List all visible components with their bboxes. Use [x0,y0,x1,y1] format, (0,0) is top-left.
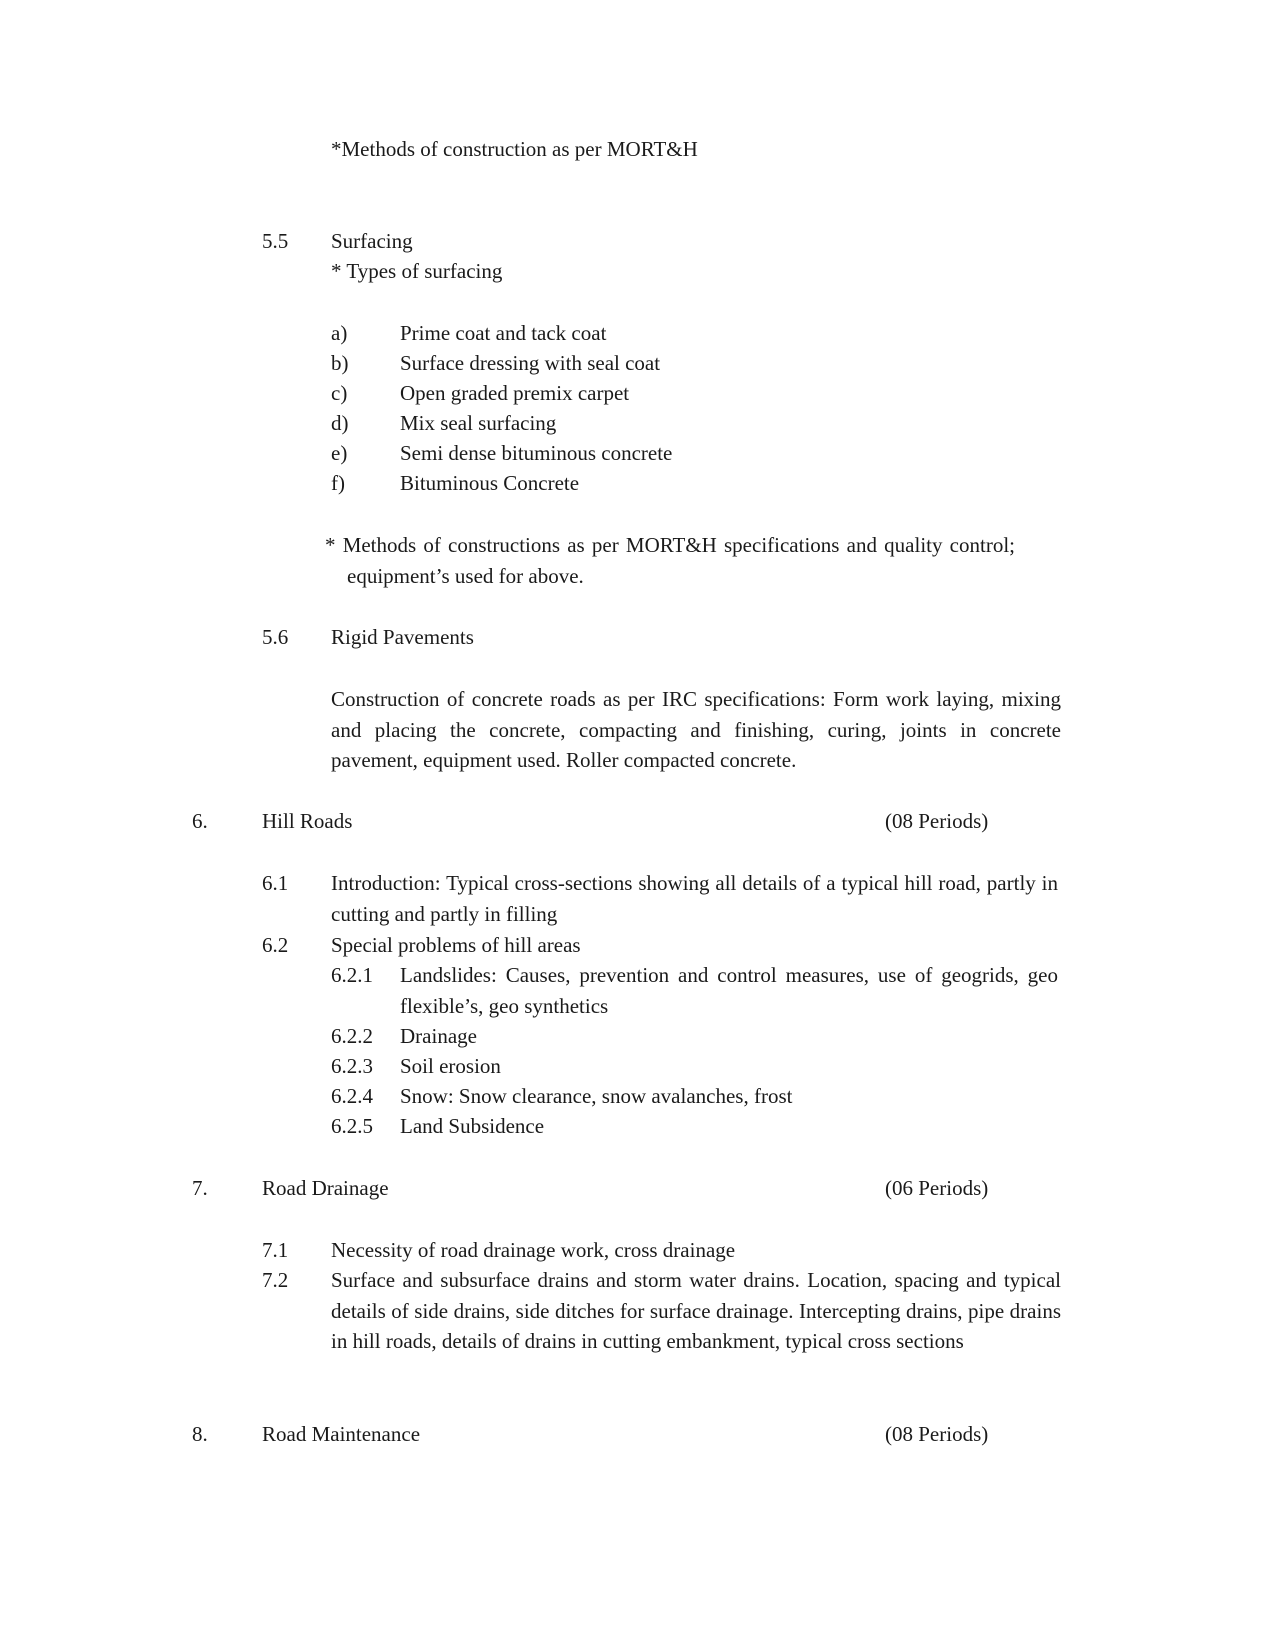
section-8-periods: (08 Periods) [885,1422,989,1446]
section-6-2-2-number: 6.2.2 [331,1024,373,1048]
section-6-2-3-text: Soil erosion [400,1054,501,1078]
section-6-2-4-number: 6.2.4 [331,1084,373,1108]
section-7-1-text: Necessity of road drainage work, cross drainage [331,1238,736,1262]
section-7-2-text: Surface and subsurface drains and storm water drains. Location, spacing and typical details of side drains, side ditches for surface drainage. Intercepting drains, pipe drains in hill roads, details of drains in cutting embankment, typical cross sections [331,1268,1061,1353]
section-6-2-number: 6.2 [262,933,289,957]
list-item-label: a) [331,321,348,345]
list-item-label: b) [331,351,349,375]
list-item: Mix seal surfacing [400,411,557,435]
list-item: Prime coat and tack coat [400,321,607,345]
list-item-label: c) [331,381,348,405]
section-5-5-note: * Methods of constructions as per MORT&H specifications and quality control; equipment’s used for above. [325,533,1015,588]
section-5-5-subnote: * Types of surfacing [331,259,503,283]
list-item: Surface dressing with seal coat [400,351,661,375]
section-6-2-1-number: 6.2.1 [331,963,373,987]
section-7-2-number: 7.2 [262,1268,289,1292]
list-item-label: d) [331,411,349,435]
section-6-2-text: Special problems of hill areas [331,933,581,957]
section-6-title: Hill Roads [262,809,353,833]
list-item-label: f) [331,471,345,495]
section-6-2-1-text: Landslides: Causes, prevention and control measures, use of geogrids, geo flexible’s, geo synthetics [400,963,1058,1018]
section-7-periods: (06 Periods) [885,1176,989,1200]
list-item: Semi dense bituminous concrete [400,441,673,465]
section-6-2-3-number: 6.2.3 [331,1054,373,1078]
section-6-2-5-number: 6.2.5 [331,1114,373,1138]
construction-methods-note: *Methods of construction as per MORT&H [331,137,698,161]
section-5-6-number: 5.6 [262,625,289,649]
section-6-2-5-text: Land Subsidence [400,1114,545,1138]
list-item: Bituminous Concrete [400,471,580,495]
section-6-1-number: 6.1 [262,871,289,895]
section-7-title: Road Drainage [262,1176,389,1200]
section-8-number: 8. [192,1422,208,1446]
section-7-1-number: 7.1 [262,1238,289,1262]
section-6-number: 6. [192,809,208,833]
section-8-title: Road Maintenance [262,1422,421,1446]
section-5-6-title: Rigid Pavements [331,625,474,649]
section-6-2-4-text: Snow: Snow clearance, snow avalanches, frost [400,1084,793,1108]
list-item: Open graded premix carpet [400,381,630,405]
section-6-2-2-text: Drainage [400,1024,477,1048]
section-6-1-text: Introduction: Typical cross-sections showing all details of a typical hill road, partly in cutting and partly in filling [331,871,1058,926]
section-5-6-body: Construction of concrete roads as per IRC specifications: Form work laying, mixing and placing the concrete, compacting and finishing, curing, joints in concrete pavement, equipment used. Roller compacted concrete. [331,687,1061,772]
section-5-5-number: 5.5 [262,229,289,253]
section-7-number: 7. [192,1176,208,1200]
section-6-periods: (08 Periods) [885,809,989,833]
section-5-5-title: Surfacing [331,229,413,253]
list-item-label: e) [331,441,348,465]
